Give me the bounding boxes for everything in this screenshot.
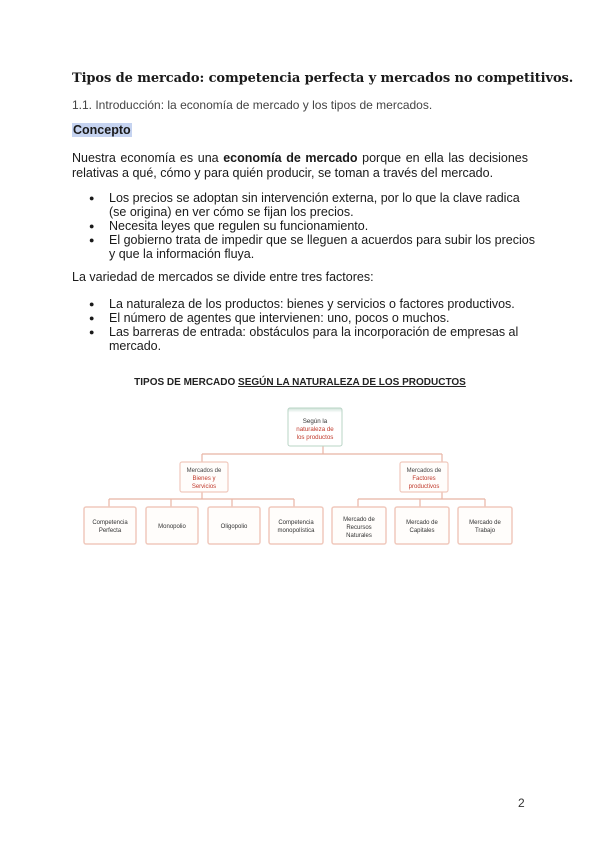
svg-text:Bienes y: Bienes y	[192, 476, 216, 482]
svg-text:Según la: Según la	[302, 418, 328, 425]
diagram-node-oligopolio	[208, 507, 260, 544]
svg-text:monopolística: monopolística	[277, 528, 315, 534]
svg-text:Mercados de: Mercados de	[186, 468, 222, 474]
svg-text:naturaleza de: naturaleza de	[296, 426, 334, 433]
diagram-node-trabajo	[458, 507, 512, 544]
svg-text:los productos: los productos	[296, 434, 334, 441]
diagram-node-recursos-naturales	[332, 507, 386, 544]
svg-text:Recursos: Recursos	[346, 525, 372, 531]
diagram-node-bienes-servicios	[180, 462, 228, 492]
svg-text:Oligopolio: Oligopolio	[220, 524, 248, 530]
bullet-list-factors	[72, 297, 539, 353]
page-number: 2	[518, 796, 525, 810]
factors-paragraph: La variedad de mercados se divide entre tres factores:	[72, 270, 374, 284]
list-item: ● La naturaleza de los productos: bienes y servicios o factores productivos.	[72, 297, 539, 311]
list-item: ● El número de agentes que intervienen: uno, pocos o muchos.	[72, 311, 539, 325]
svg-text:Naturales: Naturales	[346, 533, 372, 539]
diagram-node-capitales	[395, 507, 449, 544]
svg-text:Servicios: Servicios	[191, 484, 217, 490]
svg-text:Factores: Factores	[412, 476, 436, 482]
svg-text:Mercado de: Mercado de	[469, 520, 501, 526]
diagram-node-monopolio	[146, 507, 198, 544]
section-heading-concepto: Concepto	[73, 123, 131, 137]
list-item: ● Las barreras de entrada: obstáculos para la incorporación de empresas al mercado.	[72, 325, 539, 353]
bullet-list-market-features	[72, 191, 539, 261]
svg-text:Monopolio: Monopolio	[158, 524, 186, 530]
svg-text:Competencia: Competencia	[278, 520, 314, 526]
svg-text:Capitales: Capitales	[409, 528, 435, 534]
intro-paragraph	[72, 151, 528, 181]
diagram-title: TIPOS DE MERCADO SEGÚN LA NATURALEZA DE LOS PRODUCTOS	[134, 377, 466, 388]
diagram-node-factores-productivos	[400, 462, 448, 492]
document-title: Tipos de mercado: competencia perfecta y mercados no competitivos.	[72, 71, 574, 86]
list-item: ● El gobierno trata de impedir que se lleguen a acuerdos para subir los precios y que la información fluya.	[72, 233, 539, 261]
intro-text-bold: economía de mercado	[223, 151, 358, 165]
svg-text:Perfecta: Perfecta	[98, 528, 122, 534]
diagram-node-root	[288, 408, 342, 446]
svg-text:productivos: productivos	[408, 484, 440, 490]
svg-text:Mercados de: Mercados de	[406, 468, 442, 474]
svg-text:Mercado de: Mercado de	[406, 520, 438, 526]
intro-text-pre: Nuestra economía es una	[72, 151, 224, 165]
svg-text:Trabajo: Trabajo	[474, 528, 496, 534]
intro-text-post: porque en ella las decisiones relativas a qué, cómo y para quién producir, se toman a través del mercado.	[72, 151, 528, 180]
list-item: ● Necesita leyes que regulen su funcionamiento.	[72, 219, 539, 233]
svg-text:Competencia: Competencia	[92, 520, 128, 526]
svg-text:Mercado de: Mercado de	[343, 517, 375, 523]
list-item: ● Los precios se adoptan sin intervención externa, por lo que la clave radica (se origina) en ver cómo se fijan los precios.	[72, 191, 539, 219]
market-types-diagram	[72, 366, 528, 556]
diagram-node-competencia-perfecta	[84, 507, 136, 544]
diagram-node-competencia-monopolistica	[269, 507, 323, 544]
section-subtitle: 1.1. Introducción: la economía de mercado y los tipos de mercados.	[72, 98, 433, 112]
